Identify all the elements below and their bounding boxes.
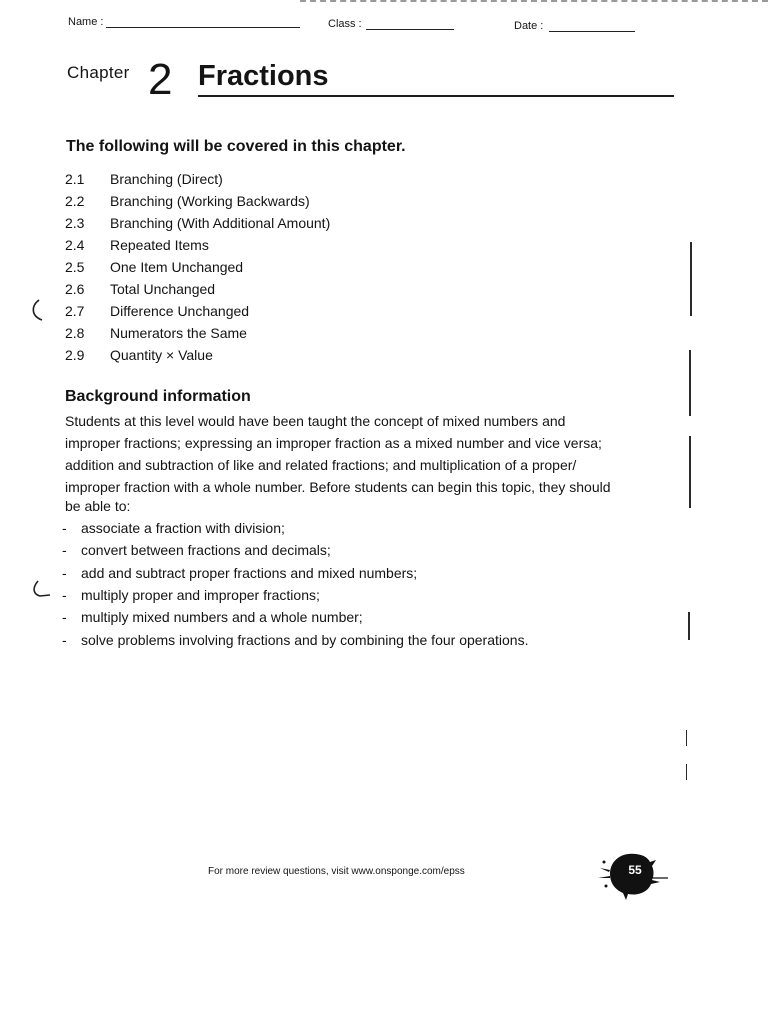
toc-label: Branching (Direct)	[110, 171, 223, 187]
toc-label: Quantity × Value	[110, 347, 213, 363]
margin-scan-line	[686, 730, 687, 746]
toc-item	[65, 214, 330, 232]
toc-item	[65, 192, 310, 210]
date-label: Date :	[514, 20, 544, 32]
scan-edge-strip	[300, 0, 768, 4]
chapter-title: Fractions	[198, 60, 329, 92]
bullet-text: associate a fraction with division;	[81, 520, 285, 536]
toc-item	[65, 324, 247, 342]
class-field[interactable]	[366, 29, 454, 30]
margin-scan-line	[690, 242, 692, 316]
bullet-text: solve problems involving fractions and by combining the four operations.	[81, 632, 529, 648]
coverage-heading: The following will be covered in this chapter.	[66, 138, 406, 155]
title-underline	[198, 95, 674, 97]
toc-number: 2.9	[65, 347, 85, 363]
toc-number: 2.7	[65, 303, 85, 319]
bullet-dash: -	[62, 609, 67, 625]
toc-number: 2.4	[65, 237, 85, 253]
toc-label: Repeated Items	[110, 237, 209, 253]
paragraph-line: Students at this level would have been taught the concept of mixed numbers and	[65, 413, 566, 429]
bullet-item	[62, 586, 320, 604]
paragraph-line: addition and subtraction of like and related fractions; and multiplication of a proper/	[65, 457, 577, 473]
toc-number: 2.2	[65, 193, 85, 209]
class-label: Class :	[328, 18, 362, 30]
toc-item	[65, 258, 243, 276]
bullet-dash: -	[62, 520, 67, 536]
pen-mark-icon	[26, 296, 50, 326]
pen-mark-icon	[26, 578, 56, 604]
bullet-text: multiply proper and improper fractions;	[81, 587, 320, 603]
paragraph-line: improper fraction with a whole number. Before students can begin this topic, they should	[65, 479, 611, 495]
toc-label: Branching (With Additional Amount)	[110, 215, 331, 231]
footer-review-link: For more review questions, visit www.onsponge.com/epss	[208, 866, 465, 877]
date-field[interactable]	[549, 31, 635, 32]
bullet-item	[62, 608, 363, 626]
toc-number: 2.1	[65, 171, 85, 187]
bullet-dash: -	[62, 587, 67, 603]
toc-item	[65, 302, 249, 320]
bullet-item	[62, 519, 285, 537]
background-heading: Background information	[65, 388, 251, 405]
toc-label: One Item Unchanged	[110, 259, 244, 275]
toc-item	[65, 170, 223, 188]
toc-number: 2.6	[65, 281, 85, 297]
margin-scan-line	[688, 612, 690, 640]
paragraph-line: be able to:	[65, 498, 131, 514]
toc-item	[65, 236, 209, 254]
page-number: 55	[628, 863, 642, 877]
bullet-item	[62, 541, 331, 559]
bullet-item	[62, 631, 528, 649]
name-label: Name :	[68, 16, 104, 28]
paragraph-line: improper fractions; expressing an improper fraction as a mixed number and vice versa;	[65, 435, 602, 451]
toc-label: Total Unchanged	[110, 281, 216, 297]
margin-scan-line	[689, 436, 691, 508]
bullet-dash: -	[62, 565, 67, 581]
toc-label: Difference Unchanged	[110, 303, 250, 319]
toc-label: Branching (Working Backwards)	[110, 193, 310, 209]
chapter-number: 2	[148, 55, 173, 104]
toc-item	[65, 280, 215, 298]
bullet-dash: -	[62, 632, 67, 648]
margin-scan-line	[686, 764, 687, 780]
bullet-text: add and subtract proper fractions and mixed numbers;	[81, 565, 418, 581]
toc-item	[65, 346, 213, 364]
toc-number: 2.5	[65, 259, 85, 275]
toc-number: 2.3	[65, 215, 85, 231]
chapter-word: Chapter	[67, 63, 130, 82]
name-field[interactable]	[106, 27, 300, 28]
toc-label: Numerators the Same	[110, 325, 247, 341]
bullet-text: multiply mixed numbers and a whole number;	[81, 609, 363, 625]
toc-number: 2.8	[65, 325, 85, 341]
bullet-dash: -	[62, 542, 67, 558]
bullet-item	[62, 564, 417, 582]
bullet-text: convert between fractions and decimals;	[81, 542, 331, 558]
margin-scan-line	[689, 350, 691, 416]
